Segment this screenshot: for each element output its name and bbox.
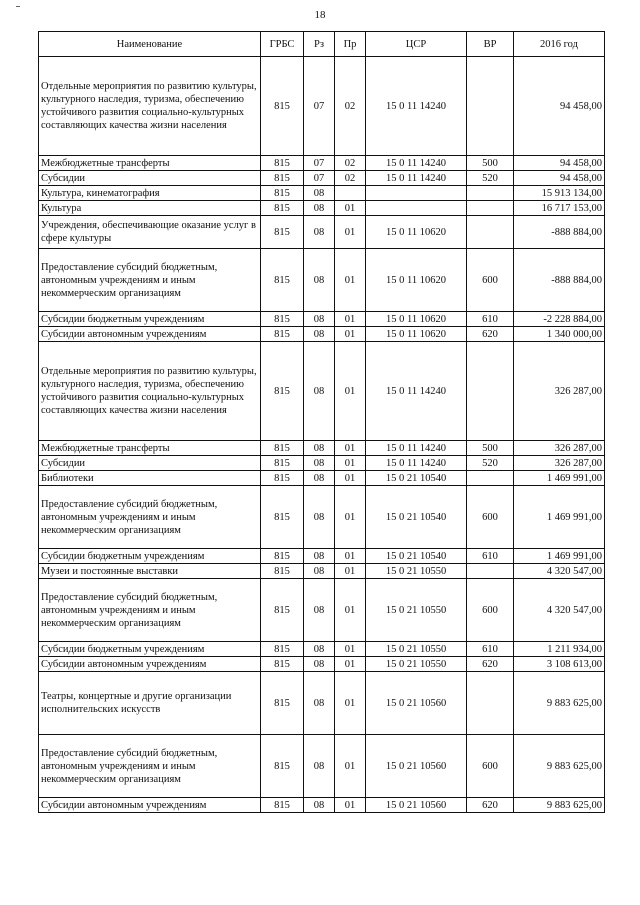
cell-grbs: 815 [261, 549, 304, 564]
cell-grbs: 815 [261, 564, 304, 579]
cell-rz: 08 [304, 456, 335, 471]
margin-mark [16, 6, 20, 7]
cell-vr: 620 [467, 657, 514, 672]
cell-pr: 01 [335, 486, 366, 549]
cell-amount: -888 884,00 [514, 249, 605, 312]
cell-amount: 94 458,00 [514, 171, 605, 186]
cell-rz: 08 [304, 798, 335, 813]
cell-pr: 01 [335, 642, 366, 657]
cell-name: Предоставление субсидий бюджетным, автономным учреждениям и иным некоммерческим организациям [39, 249, 261, 312]
cell-amount: 3 108 613,00 [514, 657, 605, 672]
cell-vr: 500 [467, 441, 514, 456]
cell-pr: 01 [335, 456, 366, 471]
cell-name: Межбюджетные трансферты [39, 441, 261, 456]
cell-vr: 620 [467, 798, 514, 813]
cell-vr: 520 [467, 456, 514, 471]
cell-name: Субсидии [39, 456, 261, 471]
cell-csr: 15 0 21 10560 [366, 672, 467, 735]
table-row [39, 186, 605, 201]
header-year: 2016 год [514, 32, 605, 57]
cell-name: Субсидии бюджетным учреждениям [39, 312, 261, 327]
header-grbs: ГРБС [261, 32, 304, 57]
cell-amount: -888 884,00 [514, 216, 605, 249]
cell-vr: 610 [467, 312, 514, 327]
cell-name: Культура [39, 201, 261, 216]
cell-pr: 01 [335, 327, 366, 342]
cell-amount: 9 883 625,00 [514, 672, 605, 735]
header-name: Наименование [39, 32, 261, 57]
cell-vr [467, 186, 514, 201]
table-row [39, 549, 605, 564]
cell-rz: 08 [304, 549, 335, 564]
cell-vr [467, 564, 514, 579]
cell-pr: 01 [335, 798, 366, 813]
cell-name: Субсидии бюджетным учреждениям [39, 549, 261, 564]
cell-amount: 9 883 625,00 [514, 798, 605, 813]
cell-rz: 08 [304, 342, 335, 441]
cell-csr [366, 186, 467, 201]
table-header-row [39, 32, 605, 57]
cell-rz: 08 [304, 735, 335, 798]
cell-csr: 15 0 11 14240 [366, 171, 467, 186]
cell-name: Субсидии бюджетным учреждениям [39, 642, 261, 657]
cell-grbs: 815 [261, 735, 304, 798]
cell-amount: 1 211 934,00 [514, 642, 605, 657]
cell-name: Культура, кинематография [39, 186, 261, 201]
cell-pr: 02 [335, 171, 366, 186]
cell-pr: 01 [335, 735, 366, 798]
cell-grbs: 815 [261, 216, 304, 249]
cell-csr: 15 0 21 10540 [366, 549, 467, 564]
cell-vr: 500 [467, 156, 514, 171]
cell-name: Отдельные мероприятия по развитию культуры, культурного наследия, туризма, обеспечению устойчивого развития социально-культурных составляющих качества жизни населения [39, 57, 261, 156]
cell-pr: 01 [335, 672, 366, 735]
table-row [39, 342, 605, 441]
cell-vr: 620 [467, 327, 514, 342]
table-row [39, 471, 605, 486]
table-row [39, 735, 605, 798]
cell-name: Субсидии [39, 171, 261, 186]
cell-amount: 9 883 625,00 [514, 735, 605, 798]
cell-amount: 4 320 547,00 [514, 564, 605, 579]
cell-name: Предоставление субсидий бюджетным, автономным учреждениям и иным некоммерческим организациям [39, 486, 261, 549]
cell-grbs: 815 [261, 327, 304, 342]
cell-csr: 15 0 21 10560 [366, 798, 467, 813]
table-row [39, 642, 605, 657]
header-vr: ВР [467, 32, 514, 57]
cell-amount: 16 717 153,00 [514, 201, 605, 216]
cell-csr: 15 0 11 14240 [366, 342, 467, 441]
cell-vr: 600 [467, 735, 514, 798]
table-row [39, 456, 605, 471]
cell-vr: 600 [467, 249, 514, 312]
cell-amount: 326 287,00 [514, 441, 605, 456]
cell-grbs: 815 [261, 486, 304, 549]
cell-csr: 15 0 11 10620 [366, 216, 467, 249]
cell-vr: 520 [467, 171, 514, 186]
cell-name: Отдельные мероприятия по развитию культуры, культурного наследия, туризма, обеспечению устойчивого развития социально-культурных составляющих качества жизни населения [39, 342, 261, 441]
header-pr: Пр [335, 32, 366, 57]
cell-name: Предоставление субсидий бюджетным, автономным учреждениям и иным некоммерческим организациям [39, 579, 261, 642]
table-row [39, 249, 605, 312]
cell-vr: 610 [467, 642, 514, 657]
cell-grbs: 815 [261, 156, 304, 171]
cell-grbs: 815 [261, 471, 304, 486]
page-number: 18 [314, 9, 326, 21]
cell-grbs: 815 [261, 249, 304, 312]
cell-name: Библиотеки [39, 471, 261, 486]
cell-name: Субсидии автономным учреждениям [39, 657, 261, 672]
cell-csr: 15 0 21 10560 [366, 735, 467, 798]
cell-rz: 08 [304, 441, 335, 456]
cell-amount: 1 469 991,00 [514, 471, 605, 486]
table-row [39, 441, 605, 456]
cell-pr [335, 186, 366, 201]
cell-csr: 15 0 21 10550 [366, 564, 467, 579]
cell-pr: 02 [335, 156, 366, 171]
cell-csr: 15 0 11 10620 [366, 312, 467, 327]
cell-csr: 15 0 21 10550 [366, 657, 467, 672]
cell-csr: 15 0 11 14240 [366, 156, 467, 171]
cell-vr: 610 [467, 549, 514, 564]
cell-rz: 07 [304, 171, 335, 186]
cell-csr: 15 0 11 10620 [366, 249, 467, 312]
cell-rz: 08 [304, 216, 335, 249]
cell-pr: 01 [335, 657, 366, 672]
cell-pr: 01 [335, 564, 366, 579]
table-row [39, 486, 605, 549]
cell-csr [366, 201, 467, 216]
cell-pr: 01 [335, 249, 366, 312]
cell-name: Предоставление субсидий бюджетным, автономным учреждениям и иным некоммерческим организациям [39, 735, 261, 798]
cell-pr: 01 [335, 312, 366, 327]
cell-pr: 02 [335, 57, 366, 156]
cell-pr: 01 [335, 549, 366, 564]
cell-name: Межбюджетные трансферты [39, 156, 261, 171]
cell-grbs: 815 [261, 57, 304, 156]
cell-csr: 15 0 11 10620 [366, 327, 467, 342]
cell-csr: 15 0 11 14240 [366, 456, 467, 471]
cell-grbs: 815 [261, 171, 304, 186]
cell-rz: 08 [304, 249, 335, 312]
cell-grbs: 815 [261, 312, 304, 327]
table-row [39, 156, 605, 171]
cell-amount: 326 287,00 [514, 456, 605, 471]
cell-vr: 600 [467, 579, 514, 642]
cell-csr: 15 0 11 14240 [366, 57, 467, 156]
cell-grbs: 815 [261, 798, 304, 813]
cell-name: Субсидии автономным учреждениям [39, 327, 261, 342]
cell-rz: 08 [304, 564, 335, 579]
cell-pr: 01 [335, 579, 366, 642]
cell-amount: 94 458,00 [514, 156, 605, 171]
table-row [39, 672, 605, 735]
cell-grbs: 815 [261, 186, 304, 201]
table-row [39, 564, 605, 579]
cell-amount: 326 287,00 [514, 342, 605, 441]
cell-rz: 08 [304, 672, 335, 735]
cell-name: Учреждения, обеспечивающие оказание услуг в сфере культуры [39, 216, 261, 249]
cell-amount: 15 913 134,00 [514, 186, 605, 201]
table-row [39, 579, 605, 642]
cell-csr: 15 0 21 10550 [366, 579, 467, 642]
cell-rz: 08 [304, 471, 335, 486]
cell-name: Музеи и постоянные выставки [39, 564, 261, 579]
cell-vr [467, 216, 514, 249]
cell-grbs: 815 [261, 342, 304, 441]
cell-grbs: 815 [261, 456, 304, 471]
cell-vr [467, 201, 514, 216]
cell-pr: 01 [335, 216, 366, 249]
table-row [39, 327, 605, 342]
cell-pr: 01 [335, 201, 366, 216]
cell-name: Субсидии автономным учреждениям [39, 798, 261, 813]
cell-vr [467, 672, 514, 735]
cell-rz: 07 [304, 156, 335, 171]
cell-rz: 08 [304, 186, 335, 201]
cell-csr: 15 0 11 14240 [366, 441, 467, 456]
table-row [39, 798, 605, 813]
cell-rz: 07 [304, 57, 335, 156]
header-rz: Рз [304, 32, 335, 57]
cell-vr: 600 [467, 486, 514, 549]
cell-vr [467, 342, 514, 441]
cell-vr [467, 57, 514, 156]
cell-grbs: 815 [261, 441, 304, 456]
cell-amount: 1 469 991,00 [514, 549, 605, 564]
cell-rz: 08 [304, 312, 335, 327]
cell-pr: 01 [335, 342, 366, 441]
cell-grbs: 815 [261, 201, 304, 216]
header-csr: ЦСР [366, 32, 467, 57]
cell-rz: 08 [304, 486, 335, 549]
cell-rz: 08 [304, 327, 335, 342]
cell-amount: -2 228 884,00 [514, 312, 605, 327]
table-row [39, 657, 605, 672]
cell-grbs: 815 [261, 579, 304, 642]
cell-rz: 08 [304, 642, 335, 657]
table-row [39, 171, 605, 186]
cell-rz: 08 [304, 657, 335, 672]
cell-name: Театры, концертные и другие организации исполнительских искусств [39, 672, 261, 735]
cell-grbs: 815 [261, 657, 304, 672]
cell-grbs: 815 [261, 642, 304, 657]
table-row [39, 201, 605, 216]
table-row [39, 216, 605, 249]
cell-pr: 01 [335, 471, 366, 486]
cell-vr [467, 471, 514, 486]
cell-pr: 01 [335, 441, 366, 456]
cell-amount: 1 469 991,00 [514, 486, 605, 549]
cell-rz: 08 [304, 201, 335, 216]
cell-csr: 15 0 21 10540 [366, 486, 467, 549]
cell-csr: 15 0 21 10550 [366, 642, 467, 657]
cell-rz: 08 [304, 579, 335, 642]
table-row [39, 57, 605, 156]
cell-grbs: 815 [261, 672, 304, 735]
cell-amount: 4 320 547,00 [514, 579, 605, 642]
cell-amount: 94 458,00 [514, 57, 605, 156]
cell-csr: 15 0 21 10540 [366, 471, 467, 486]
table-row [39, 312, 605, 327]
cell-amount: 1 340 000,00 [514, 327, 605, 342]
budget-table [38, 31, 605, 813]
